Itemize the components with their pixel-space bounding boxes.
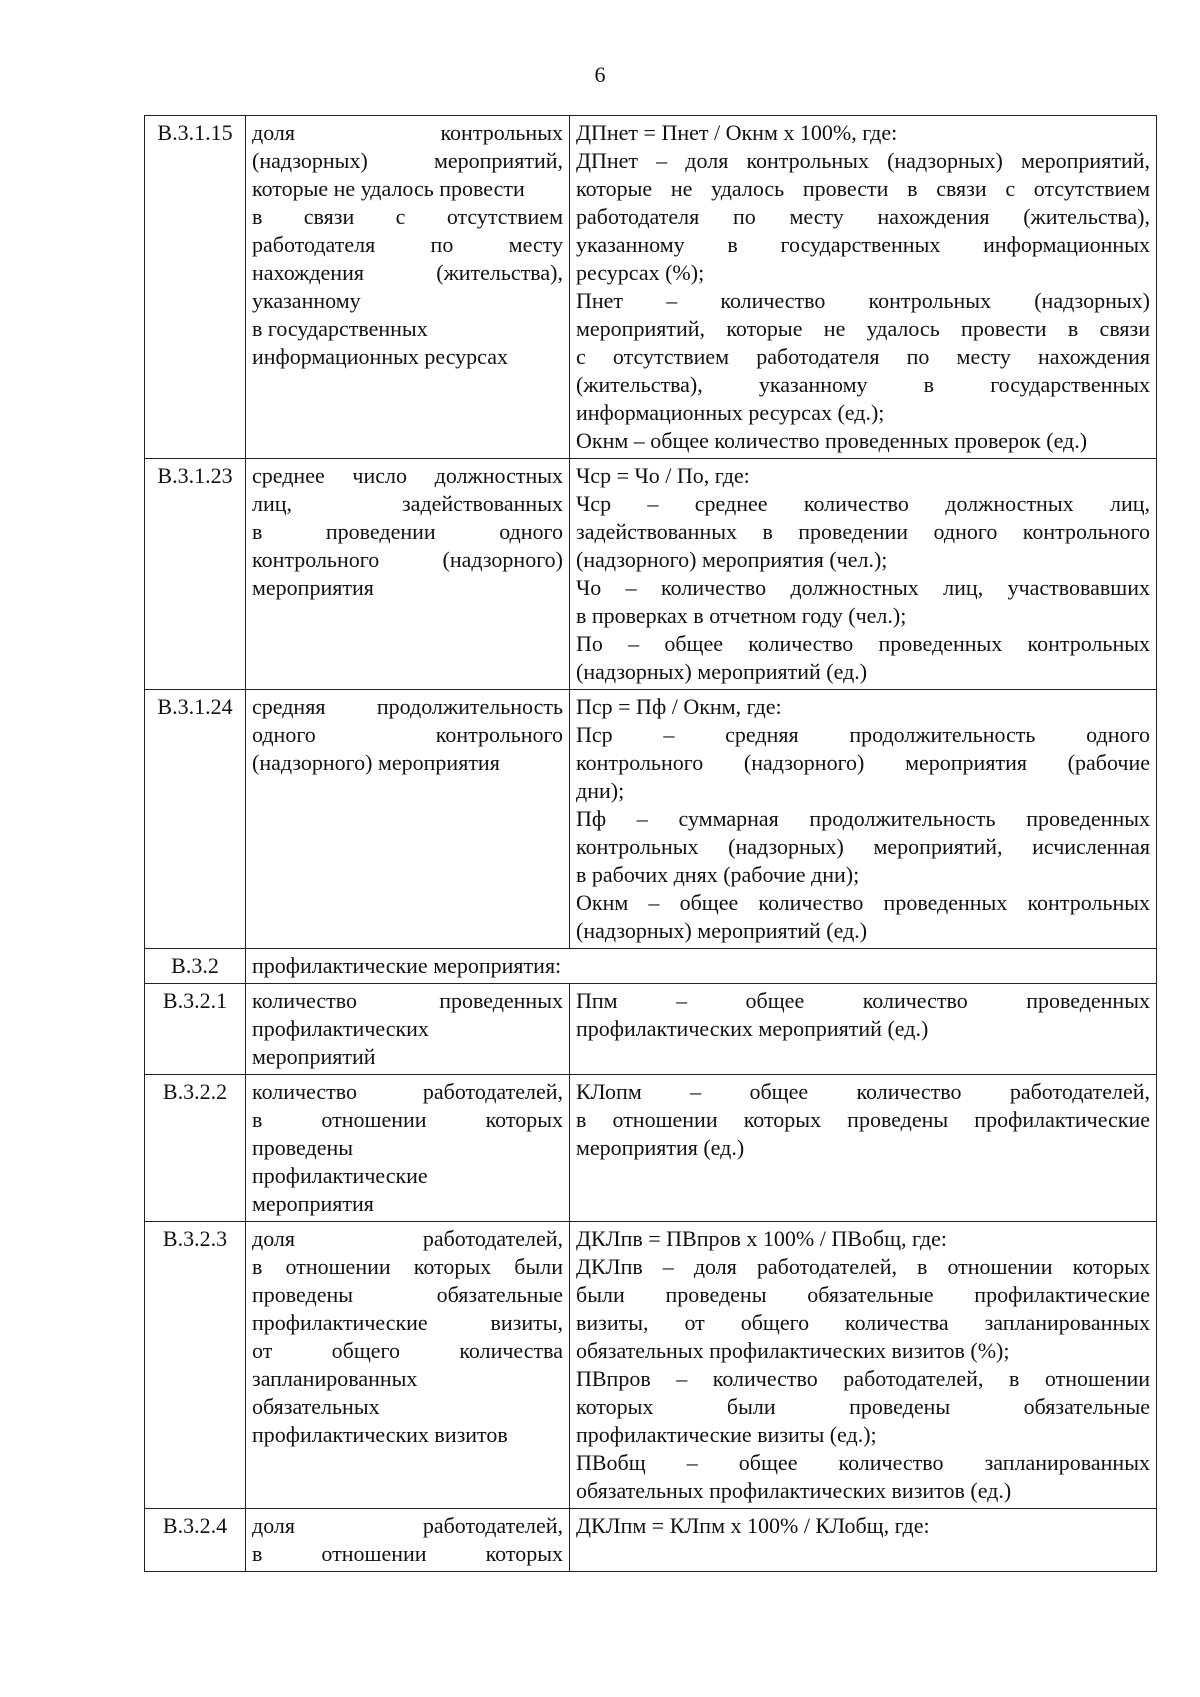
table-row <box>145 690 1157 949</box>
indicator-formula-line: Чср = Чо / По, где: <box>576 463 750 488</box>
indicator-name-line: мероприятий <box>252 1044 376 1069</box>
row-code: В.3.2 <box>145 949 246 984</box>
indicator-formula-line: в рабочих днях (рабочие дни); <box>576 862 860 887</box>
indicator-name-line: от общего количества <box>252 1338 563 1363</box>
indicator-name-line: мероприятия <box>252 575 374 600</box>
indicator-name-line: указанному <box>252 288 361 313</box>
indicator-formula-line: Окнм – общее количество проведенных контрольных <box>576 890 1150 915</box>
indicator-formula-line: (надзорного) мероприятия (чел.); <box>576 547 888 572</box>
indicator-formula-line: (жительства), указанному в государственных <box>576 372 1150 397</box>
indicator-name <box>246 690 570 949</box>
indicator-formula <box>570 1075 1157 1222</box>
indicator-name <box>246 984 570 1075</box>
indicator-name-line: в отношении которых <box>252 1541 563 1566</box>
indicator-name-line: нахождения (жительства), <box>252 260 563 285</box>
indicator-formula-line: обязательных профилактических визитов (%); <box>576 1338 1010 1363</box>
row-code: В.3.1.23 <box>145 459 246 690</box>
indicator-formula <box>570 1509 1157 1572</box>
indicator-formula-line: в проверках в отчетном году (чел.); <box>576 603 907 628</box>
indicator-formula-line: работодателя по месту нахождения (жительства), <box>576 204 1150 229</box>
indicator-name-line: в государственных <box>252 316 428 341</box>
indicator-formula-line: дни); <box>576 778 625 803</box>
indicator-formula <box>570 116 1157 459</box>
indicator-formula-line: Окнм – общее количество проведенных проверок (ед.) <box>576 428 1088 453</box>
indicator-name-line: которые не удалось провести <box>252 176 525 201</box>
section-heading: профилактические мероприятия: <box>246 949 1157 984</box>
indicator-formula-line: мероприятия (ед.) <box>576 1135 745 1160</box>
indicator-name-line: доля работодателей, <box>252 1226 563 1251</box>
indicator-name-line: запланированных <box>252 1366 418 1391</box>
indicator-formula-line: ДПнет = Пнет / Окнм х 100%, где: <box>576 120 898 145</box>
indicator-name-line: профилактические <box>252 1163 428 1188</box>
indicator-formula-line: были проведены обязательные профилактические <box>576 1282 1150 1307</box>
indicator-formula-line: ПВпров – количество работодателей, в отношении <box>576 1366 1150 1391</box>
table-row <box>145 459 1157 690</box>
indicators-table <box>144 115 1157 1572</box>
indicator-formula-line: с отсутствием работодателя по месту нахождения <box>576 344 1150 369</box>
indicator-formula-line: ДКЛпв – доля работодателей, в отношении которых <box>576 1254 1150 1279</box>
indicator-formula-line: КЛопм – общее количество работодателей, <box>576 1079 1150 1104</box>
indicator-name-line: средняя продолжительность <box>252 694 563 719</box>
indicator-formula-line: По – общее количество проведенных контрольных <box>576 631 1150 656</box>
row-code: В.3.1.24 <box>145 690 246 949</box>
indicator-name <box>246 1075 570 1222</box>
indicator-formula-line: мероприятий, которые не удалось провести в связи <box>576 316 1150 341</box>
indicator-formula-line: (надзорных) мероприятий (ед.) <box>576 918 868 943</box>
row-code: В.3.2.3 <box>145 1222 246 1509</box>
indicator-formula-line: которых были проведены обязательные <box>576 1394 1150 1419</box>
indicator-name-line: доля работодателей, <box>252 1513 563 1538</box>
indicator-name-line: профилактических <box>252 1016 429 1041</box>
indicator-formula <box>570 1222 1157 1509</box>
indicator-formula <box>570 690 1157 949</box>
indicator-formula-line: задействованных в проведении одного контрольного <box>576 519 1150 544</box>
row-code: В.3.2.1 <box>145 984 246 1075</box>
indicator-formula <box>570 459 1157 690</box>
table-row <box>145 1509 1157 1572</box>
indicator-formula-line: Ппм – общее количество проведенных <box>576 988 1150 1013</box>
indicator-formula-line: Пф – суммарная продолжительность проведенных <box>576 806 1150 831</box>
row-code: В.3.1.15 <box>145 116 246 459</box>
table-row <box>145 949 1157 984</box>
indicator-name-line: профилактические визиты, <box>252 1310 563 1335</box>
indicator-name-line: в отношении которых были <box>252 1254 563 1279</box>
table-row <box>145 1222 1157 1509</box>
indicator-formula-line: визиты, от общего количества запланированных <box>576 1310 1150 1335</box>
indicator-name-line: (надзорных) мероприятий, <box>252 148 563 173</box>
indicator-name-line: доля контрольных <box>252 120 563 145</box>
indicator-formula-line: ПВобщ – общее количество запланированных <box>576 1450 1150 1475</box>
indicator-name-line: (надзорного) мероприятия <box>252 750 500 775</box>
indicator-name <box>246 116 570 459</box>
indicator-formula-line: ДПнет – доля контрольных (надзорных) мероприятий, <box>576 148 1150 173</box>
indicator-formula-line: профилактические визиты (ед.); <box>576 1422 877 1447</box>
table-body <box>145 116 1157 1572</box>
table-row <box>145 984 1157 1075</box>
indicator-name-line: в проведении одного <box>252 519 563 544</box>
row-code: В.3.2.2 <box>145 1075 246 1222</box>
indicator-name-line: контрольного (надзорного) <box>252 547 563 572</box>
indicator-formula-line: контрольного (надзорного) мероприятия (рабочие <box>576 750 1150 775</box>
indicator-formula-line: информационных ресурсах (ед.); <box>576 400 885 425</box>
indicator-name-line: в связи с отсутствием <box>252 204 563 229</box>
indicator-formula-line: ДКЛпм = КЛпм х 100% / КЛобщ, где: <box>576 1513 930 1538</box>
indicator-name-line: обязательных <box>252 1394 380 1419</box>
indicator-formula-line: Чо – количество должностных лиц, участвовавших <box>576 575 1150 600</box>
indicator-formula-line: контрольных (надзорных) мероприятий, исчисленная <box>576 834 1150 859</box>
indicator-name-line: профилактических визитов <box>252 1422 508 1447</box>
indicator-name <box>246 459 570 690</box>
indicator-formula-line: Пср – средняя продолжительность одного <box>576 722 1150 747</box>
indicator-formula-line: Пнет – количество контрольных (надзорных) <box>576 288 1150 313</box>
indicator-formula-line: в отношении которых проведены профилактические <box>576 1107 1150 1132</box>
indicator-formula-line: указанному в государственных информационных <box>576 232 1150 257</box>
indicator-name-line: проведены обязательные <box>252 1282 563 1307</box>
indicator-formula-line: ресурсах (%); <box>576 260 705 285</box>
indicator-name-line: проведены <box>252 1135 354 1160</box>
indicator-name-line: в отношении которых <box>252 1107 563 1132</box>
table-row <box>145 1075 1157 1222</box>
indicator-name-line: информационных ресурсах <box>252 344 508 369</box>
page-number: 6 <box>594 62 606 87</box>
indicator-formula-line: Пср = Пф / Окнм, где: <box>576 694 782 719</box>
indicator-formula-line: профилактических мероприятий (ед.) <box>576 1016 929 1041</box>
indicator-formula-line: ДКЛпв = ПВпров х 100% / ПВобщ, где: <box>576 1226 948 1251</box>
indicator-name-line: среднее число должностных <box>252 463 563 488</box>
indicator-name <box>246 1222 570 1509</box>
indicator-formula-line: обязательных профилактических визитов (ед.) <box>576 1478 1012 1503</box>
table-row <box>145 116 1157 459</box>
indicator-formula <box>570 984 1157 1075</box>
indicator-name <box>246 1509 570 1572</box>
indicator-name-line: количество проведенных <box>252 988 563 1013</box>
indicator-name-line: количество работодателей, <box>252 1079 563 1104</box>
row-code: В.3.2.4 <box>145 1509 246 1572</box>
indicator-name-line: мероприятия <box>252 1191 374 1216</box>
indicator-formula-line: которые не удалось провести в связи с отсутствием <box>576 176 1150 201</box>
indicator-formula-line: Чср – среднее количество должностных лиц, <box>576 491 1150 516</box>
indicator-name-line: лиц, задействованных <box>252 491 563 516</box>
indicator-name-line: работодателя по месту <box>252 232 563 257</box>
indicator-formula-line: (надзорных) мероприятий (ед.) <box>576 659 868 684</box>
indicator-name-line: одного контрольного <box>252 722 563 747</box>
